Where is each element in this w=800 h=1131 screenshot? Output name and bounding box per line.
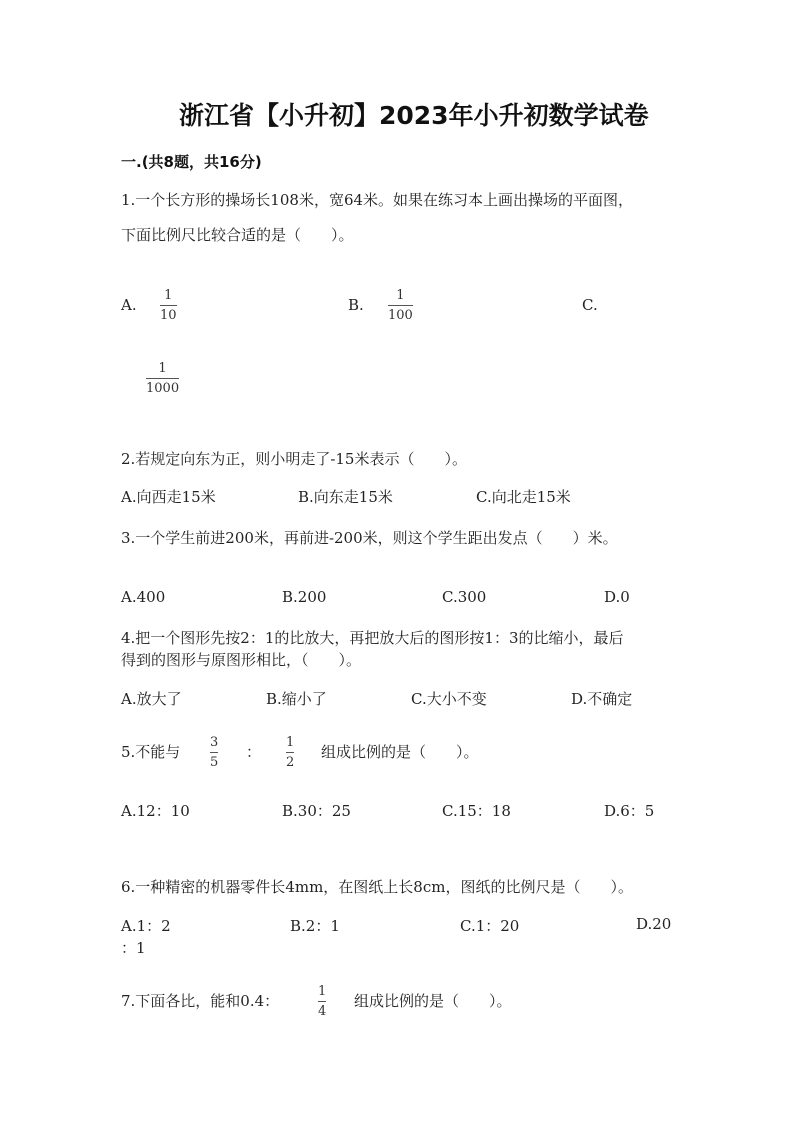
question-2-option-c: C.向北走15米 <box>476 488 571 506</box>
question-5-suffix: 组成比例的是（ ）。 <box>321 743 479 761</box>
question-3-option-d: D.0 <box>604 588 630 606</box>
fraction-numerator: 1 <box>286 735 295 750</box>
question-5-option-c: C.15：18 <box>442 802 511 820</box>
fraction-numerator: 1 <box>318 984 327 999</box>
question-1-line-1: 1.一个长方形的操场长108米，宽64米。如果在练习本上画出操场的平面图， <box>121 191 634 209</box>
fraction-denominator: 100 <box>388 308 413 323</box>
fraction-denominator: 1000 <box>146 381 180 396</box>
question-2-option-a: A.向西走15米 <box>121 488 216 506</box>
question-4-line-2: 得到的图形与原图形相比，（ ）。 <box>121 651 362 669</box>
fraction-numerator: 3 <box>210 735 219 750</box>
question-4-option-d: D.不确定 <box>571 690 633 708</box>
fraction-denominator: 10 <box>160 308 177 323</box>
question-1-option-c-fraction <box>146 362 179 395</box>
question-5-option-b: B.30：25 <box>282 802 351 820</box>
question-6-option-c: C.1：20 <box>460 917 520 935</box>
question-3-option-c: C.300 <box>442 588 487 606</box>
question-2-option-b: B.向东走15米 <box>298 488 393 506</box>
fraction-denominator: 2 <box>286 755 295 770</box>
question-2-text: 2.若规定向东为正，则小明走了-15米表示（ ）。 <box>121 450 467 468</box>
question-6-option-d-line-2: ：1 <box>121 939 146 957</box>
question-4-option-a: A.放大了 <box>121 690 182 708</box>
question-5-prefix: 5.不能与 <box>121 743 181 761</box>
question-1-option-a-label: A. <box>121 296 137 314</box>
question-1-option-a-fraction <box>160 289 177 322</box>
question-6-text: 6.一种精密的机器零件长4mm，在图纸上长8cm，图纸的比例尺是（ ）。 <box>121 878 633 896</box>
question-7-prefix: 7.下面各比，能和0.4： <box>121 992 280 1010</box>
question-3-option-a: A.400 <box>121 588 166 606</box>
question-3-option-b: B.200 <box>282 588 327 606</box>
question-4-line-1: 4.把一个图形先按2：1的比放大，再把放大后的图形按1：3的比缩小，最后 <box>121 629 624 647</box>
page-title: 浙江省【小升初】2023年小升初数学试卷 <box>179 101 649 130</box>
question-1-option-c-label: C. <box>582 296 598 314</box>
fraction-numerator: 1 <box>158 361 167 376</box>
question-4-option-c: C.大小不变 <box>411 690 487 708</box>
fraction-denominator: 5 <box>210 755 219 770</box>
question-5-colon: ： <box>246 743 262 761</box>
question-5-fraction-1 <box>210 736 218 769</box>
question-1-option-b-label: B. <box>348 296 364 314</box>
fraction-numerator: 1 <box>396 288 405 303</box>
question-6-option-b: B.2：1 <box>290 917 340 935</box>
question-5-fraction-2 <box>286 736 294 769</box>
question-6-option-d-line-1: D.20 <box>636 915 672 933</box>
section-heading: 一.(共8题，共16分) <box>121 153 262 171</box>
fraction-numerator: 1 <box>164 288 173 303</box>
question-7-suffix: 组成比例的是（ ）。 <box>354 992 512 1010</box>
question-7-fraction <box>318 985 326 1018</box>
question-5-option-d: D.6：5 <box>604 802 655 820</box>
fraction-denominator: 4 <box>318 1004 327 1019</box>
question-1-line-2: 下面比例尺比较合适的是（ ）。 <box>121 226 354 244</box>
question-3-text: 3.一个学生前进200米，再前进-200米，则这个学生距出发点（ ）米。 <box>121 529 618 547</box>
question-5-option-a: A.12：10 <box>121 802 190 820</box>
question-6-option-a: A.1：2 <box>121 917 171 935</box>
question-4-option-b: B.缩小了 <box>266 690 327 708</box>
question-1-option-b-fraction <box>388 289 413 322</box>
